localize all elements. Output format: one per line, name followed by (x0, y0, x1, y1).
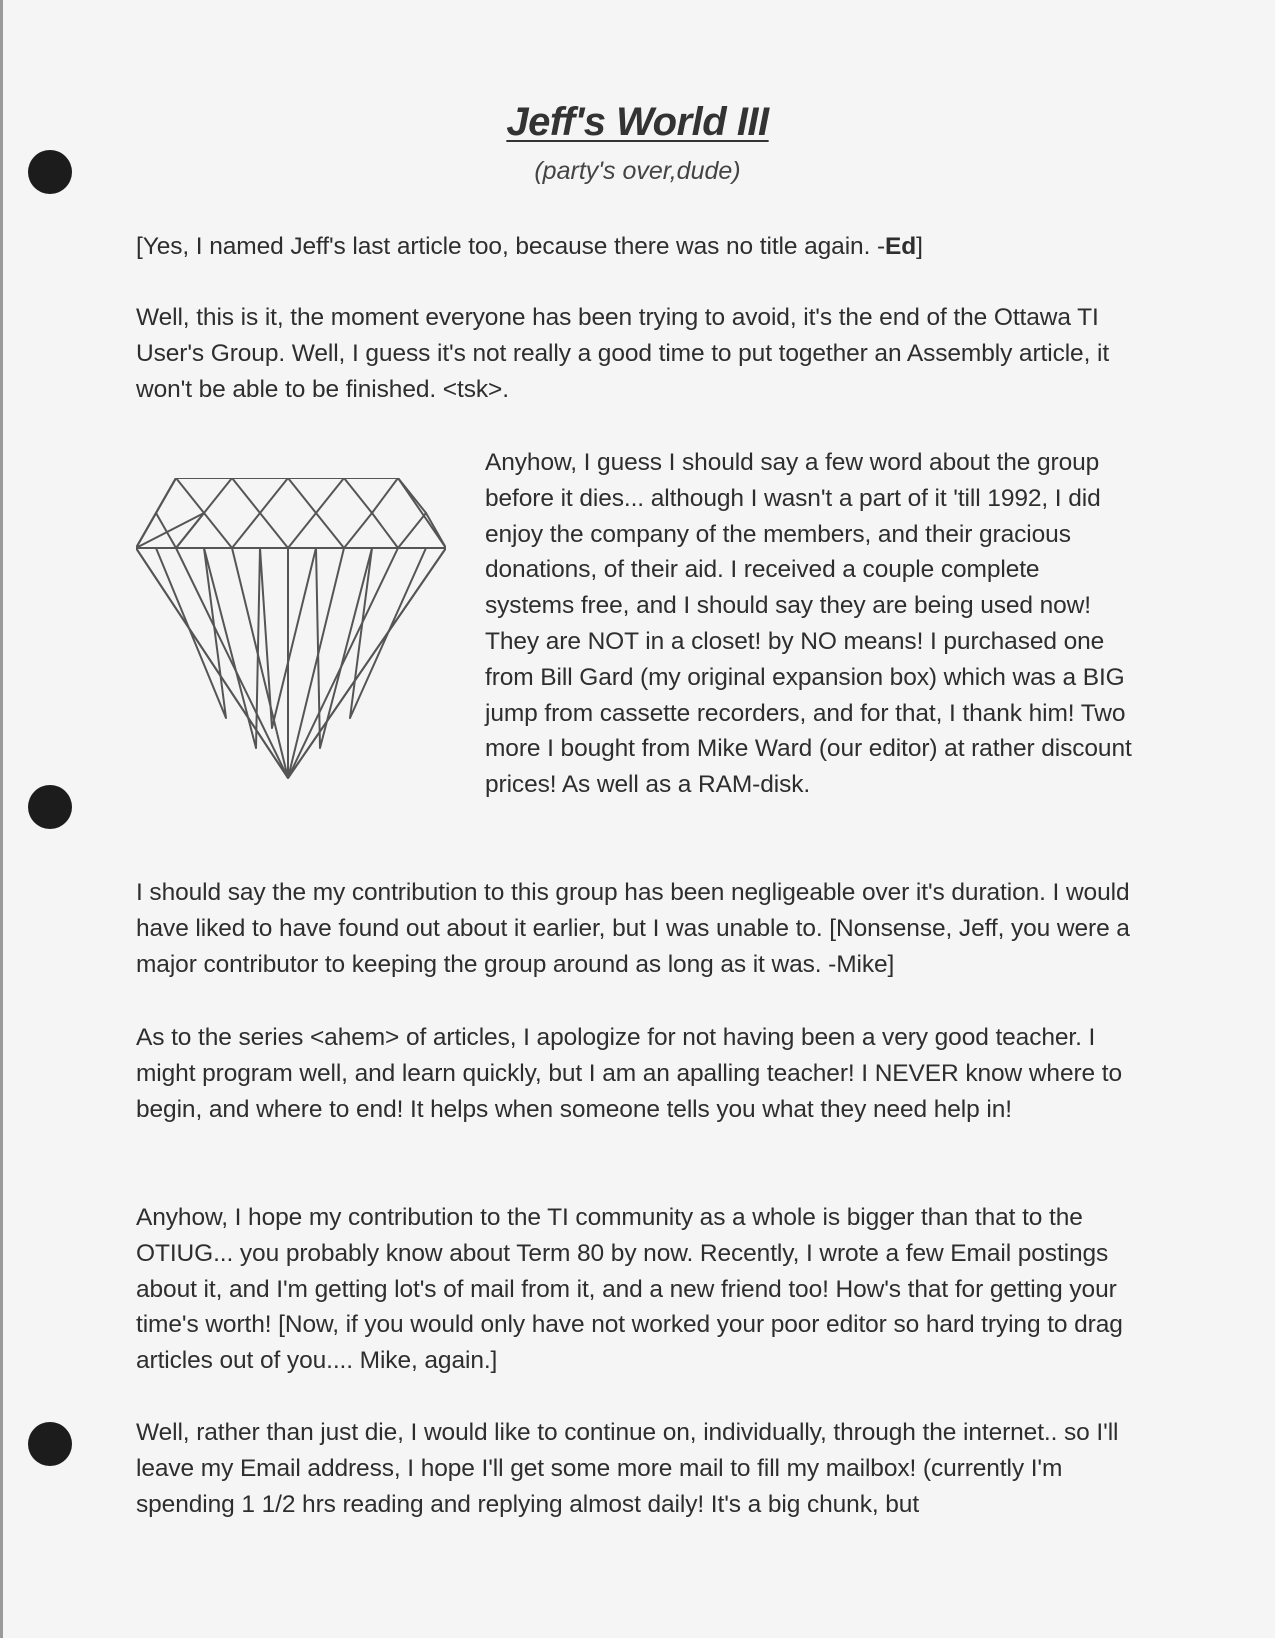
page-title: Jeff's World III (506, 100, 769, 144)
paragraph-intro: Well, this is it, the moment everyone has been trying to avoid, it's the end of the Ottawa TI User's Group. Well, I guess it's not really a good time to put together an Assembly article, it won't be able to be finished. <tsk>. (136, 304, 1110, 403)
binder-hole (28, 1422, 72, 1466)
editor-note (136, 229, 1136, 265)
paragraph-apology: As to the series <ahem> of articles, I apologize for not having been a very good teacher. I might program well, and learn quickly, but I am an apalling teacher! I NEVER know where to begin, and where to end! It helps when someone tells you what they need help in! (136, 1024, 1123, 1123)
paragraph-community: Anyhow, I hope my contribution to the TI community as a whole is bigger than that to the OTIUG... you probably know about Term 80 by now. Recently, I wrote a few Email postings about it, and I'm getting lot's of mail from it, and a new friend too! How's that for getting your time's worth! [Now, if you would only have not worked your poor editor so hard trying to drag articles out of you.... Mike, again.] (136, 1204, 1123, 1375)
diamond-icon (136, 478, 446, 788)
page-edge (0, 0, 3, 1638)
paragraph-contribution: I should say the my contribution to this group has been negligeable over it's duration. I would have liked to have found out about it earlier, but I was unable to. [Nonsense, Jeff, you were a major contributor to keeping the group around as long as it was. -Mike] (136, 879, 1130, 978)
editor-note-close: ] (916, 233, 923, 260)
paragraph-group-memories: Anyhow, I guess I should say a few word about the group before it dies... although I wasn't a part of it 'till 1992, I did enjoy the company of the members, and their gracious donations, of their aid. I received a couple complete systems free, and I should say they are being used now! They are NOT in a closet! by NO means! I purchased one from Bill Gard (my original expansion box) which was a BIG jump from cassette recorders, and for that, I thank him! Two more I bought from Mike Ward (our editor) at rather discount prices! As well as a RAM-disk. (485, 449, 1132, 799)
editor-note-text: [Yes, I named Jeff's last article too, because there was no title again. - (136, 233, 886, 260)
page-subtitle: (party's over,dude) (534, 157, 741, 185)
editor-note-sign: Ed (885, 233, 917, 260)
paragraph-continue: Well, rather than just die, I would like to continue on, individually, through the internet.. so I'll leave my Email address, I hope I'll get some more mail to fill my mailbox! (currently I'm spending 1 1/2 hrs reading and replying almost daily! It's a big chunk, but (136, 1419, 1119, 1518)
binder-hole (28, 785, 72, 829)
